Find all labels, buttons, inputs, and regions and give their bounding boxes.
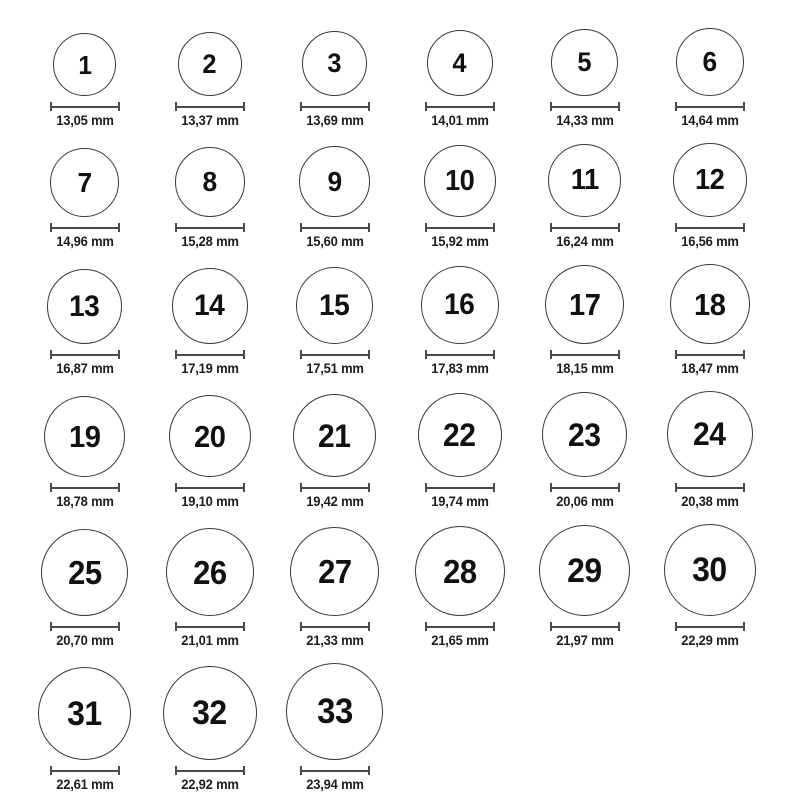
diameter-ruler xyxy=(675,102,745,111)
diameter-ruler xyxy=(550,102,620,111)
diameter-label: 14,96 mm xyxy=(55,234,114,249)
ring-size-item xyxy=(147,528,272,648)
diameter-ruler xyxy=(300,350,370,359)
diameter-label: 16,87 mm xyxy=(55,361,114,376)
diameter-label: 21,33 mm xyxy=(305,633,364,648)
ring-circle xyxy=(421,266,499,344)
ring-size-item xyxy=(272,394,397,509)
diameter-ruler xyxy=(175,350,245,359)
diameter-ruler xyxy=(50,483,120,492)
diameter-ruler xyxy=(425,483,495,492)
ring-circle xyxy=(299,146,370,217)
ring-size-item xyxy=(147,666,272,792)
diameter-ruler xyxy=(300,102,370,111)
ring-circle xyxy=(427,30,493,96)
diameter-ruler xyxy=(675,350,745,359)
ring-size-chart xyxy=(22,0,772,792)
diameter-ruler xyxy=(425,622,495,631)
ring-size-item xyxy=(397,145,522,249)
ring-circle xyxy=(539,525,630,616)
diameter-label: 21,01 mm xyxy=(180,633,239,648)
diameter-label: 19,10 mm xyxy=(180,494,239,509)
ring-size-number: 14 xyxy=(194,289,225,322)
diameter-ruler xyxy=(50,622,120,631)
ring-circle xyxy=(545,265,624,344)
diameter-ruler xyxy=(50,102,120,111)
ring-circle xyxy=(415,526,505,616)
ring-size-item xyxy=(522,265,647,376)
ring-size-item xyxy=(147,395,272,509)
ring-size-number: 4 xyxy=(452,47,467,78)
diameter-label: 22,92 mm xyxy=(180,777,239,792)
diameter-ruler xyxy=(50,350,120,359)
ring-circle xyxy=(175,147,245,217)
ring-circle xyxy=(286,663,383,760)
ring-size-item xyxy=(647,28,772,128)
ring-size-number: 9 xyxy=(327,165,342,197)
diameter-ruler xyxy=(175,223,245,232)
ring-circle xyxy=(296,267,373,344)
ring-size-item xyxy=(22,148,147,249)
diameter-ruler xyxy=(300,483,370,492)
ring-size-item xyxy=(272,527,397,648)
diameter-ruler xyxy=(300,766,370,775)
ring-size-item xyxy=(397,526,522,648)
ring-size-number: 24 xyxy=(693,416,726,452)
ring-circle xyxy=(47,269,122,344)
diameter-ruler xyxy=(425,350,495,359)
ring-size-item xyxy=(272,267,397,376)
ring-size-number: 16 xyxy=(444,288,475,321)
ring-circle xyxy=(670,264,750,344)
ring-size-number: 30 xyxy=(692,551,727,589)
ring-size-item xyxy=(522,144,647,249)
diameter-label: 18,47 mm xyxy=(680,361,739,376)
diameter-ruler xyxy=(300,622,370,631)
ring-circle xyxy=(664,524,756,616)
ring-size-item xyxy=(397,393,522,509)
diameter-ruler xyxy=(425,102,495,111)
diameter-label: 19,42 mm xyxy=(305,494,364,509)
ring-circle xyxy=(673,143,747,217)
ring-size-item xyxy=(22,529,147,648)
diameter-ruler xyxy=(175,102,245,111)
ring-size-number: 3 xyxy=(327,48,342,78)
ring-size-item xyxy=(22,33,147,128)
diameter-label: 14,01 mm xyxy=(430,113,489,128)
diameter-label: 21,97 mm xyxy=(555,633,614,648)
diameter-label: 16,24 mm xyxy=(555,234,614,249)
ring-circle xyxy=(166,528,254,616)
diameter-label: 22,29 mm xyxy=(680,633,739,648)
diameter-ruler xyxy=(425,223,495,232)
ring-circle xyxy=(44,396,125,477)
diameter-ruler xyxy=(175,766,245,775)
ring-size-number: 19 xyxy=(68,419,101,454)
ring-circle xyxy=(290,527,379,616)
ring-size-number: 10 xyxy=(444,164,475,197)
ring-size-item xyxy=(647,264,772,376)
diameter-label: 18,78 mm xyxy=(55,494,114,509)
ring-size-item xyxy=(147,268,272,376)
ring-size-number: 25 xyxy=(67,554,102,591)
ring-circle xyxy=(418,393,502,477)
diameter-ruler xyxy=(550,483,620,492)
diameter-label: 20,06 mm xyxy=(555,494,614,509)
ring-circle xyxy=(169,395,251,477)
ring-size-number: 2 xyxy=(202,48,217,79)
diameter-ruler xyxy=(50,766,120,775)
diameter-ruler xyxy=(675,483,745,492)
ring-size-number: 15 xyxy=(319,288,350,322)
ring-size-item xyxy=(147,147,272,249)
diameter-label: 20,70 mm xyxy=(55,633,114,648)
ring-circle xyxy=(38,667,131,760)
ring-size-item xyxy=(647,391,772,509)
ring-size-number: 20 xyxy=(193,418,226,454)
diameter-label: 17,83 mm xyxy=(430,361,489,376)
ring-size-item xyxy=(647,524,772,648)
ring-size-number: 31 xyxy=(67,694,102,733)
ring-circle xyxy=(293,394,376,477)
ring-size-number: 7 xyxy=(77,166,92,198)
diameter-label: 14,33 mm xyxy=(555,113,614,128)
diameter-label: 15,92 mm xyxy=(430,234,489,249)
ring-size-number: 13 xyxy=(69,289,100,323)
ring-size-item xyxy=(272,146,397,249)
ring-size-item xyxy=(522,392,647,509)
diameter-ruler xyxy=(50,223,120,232)
ring-size-number: 27 xyxy=(317,553,352,590)
ring-circle xyxy=(676,28,744,96)
ring-size-item xyxy=(647,143,772,249)
diameter-label: 13,69 mm xyxy=(305,113,364,128)
diameter-label: 21,65 mm xyxy=(430,633,489,648)
ring-size-item xyxy=(272,31,397,128)
ring-circle xyxy=(542,392,627,477)
ring-size-number: 21 xyxy=(318,417,351,454)
ring-circle xyxy=(302,31,367,96)
diameter-ruler xyxy=(175,483,245,492)
ring-circle xyxy=(551,29,618,96)
diameter-label: 23,94 mm xyxy=(305,777,364,792)
ring-circle xyxy=(667,391,753,477)
diameter-label: 19,74 mm xyxy=(430,494,489,509)
diameter-label: 14,64 mm xyxy=(680,113,739,128)
diameter-label: 17,51 mm xyxy=(305,361,364,376)
ring-size-item xyxy=(272,663,397,792)
ring-size-number: 18 xyxy=(693,286,726,322)
ring-size-number: 12 xyxy=(694,163,725,196)
ring-size-item xyxy=(22,269,147,376)
diameter-label: 22,61 mm xyxy=(55,777,114,792)
diameter-ruler xyxy=(675,622,745,631)
diameter-label: 17,19 mm xyxy=(180,361,239,376)
diameter-ruler xyxy=(550,622,620,631)
ring-size-number: 1 xyxy=(77,49,92,80)
diameter-ruler xyxy=(300,223,370,232)
ring-circle xyxy=(178,32,242,96)
ring-circle xyxy=(41,529,128,616)
ring-size-number: 11 xyxy=(570,164,599,196)
ring-size-item xyxy=(147,32,272,128)
ring-size-item xyxy=(397,30,522,128)
ring-size-number: 17 xyxy=(568,287,601,322)
ring-size-number: 32 xyxy=(192,694,227,732)
ring-size-number: 8 xyxy=(202,166,217,197)
ring-circle xyxy=(172,268,248,344)
ring-size-number: 6 xyxy=(702,46,717,77)
ring-size-number: 5 xyxy=(577,47,592,77)
ring-size-item xyxy=(522,29,647,128)
diameter-ruler xyxy=(550,350,620,359)
diameter-label: 13,05 mm xyxy=(55,113,114,128)
ring-size-number: 28 xyxy=(442,552,477,590)
diameter-label: 15,28 mm xyxy=(180,234,239,249)
ring-size-number: 23 xyxy=(568,416,601,453)
ring-size-item xyxy=(22,667,147,792)
ring-size-number: 26 xyxy=(192,553,227,591)
diameter-ruler xyxy=(175,622,245,631)
ring-circle xyxy=(163,666,257,760)
ring-size-number: 22 xyxy=(443,417,476,453)
ring-circle xyxy=(53,33,116,96)
ring-size-item xyxy=(397,266,522,376)
diameter-label: 13,37 mm xyxy=(180,113,239,128)
ring-size-number: 29 xyxy=(567,551,602,590)
ring-circle xyxy=(548,144,621,217)
ring-size-number: 33 xyxy=(316,692,353,731)
ring-circle xyxy=(424,145,496,217)
ring-size-item xyxy=(522,525,647,648)
diameter-label: 20,38 mm xyxy=(680,494,739,509)
diameter-ruler xyxy=(675,223,745,232)
ring-size-item xyxy=(22,396,147,509)
diameter-label: 15,60 mm xyxy=(305,234,364,249)
diameter-label: 18,15 mm xyxy=(555,361,614,376)
diameter-label: 16,56 mm xyxy=(680,234,739,249)
diameter-ruler xyxy=(550,223,620,232)
ring-circle xyxy=(50,148,119,217)
